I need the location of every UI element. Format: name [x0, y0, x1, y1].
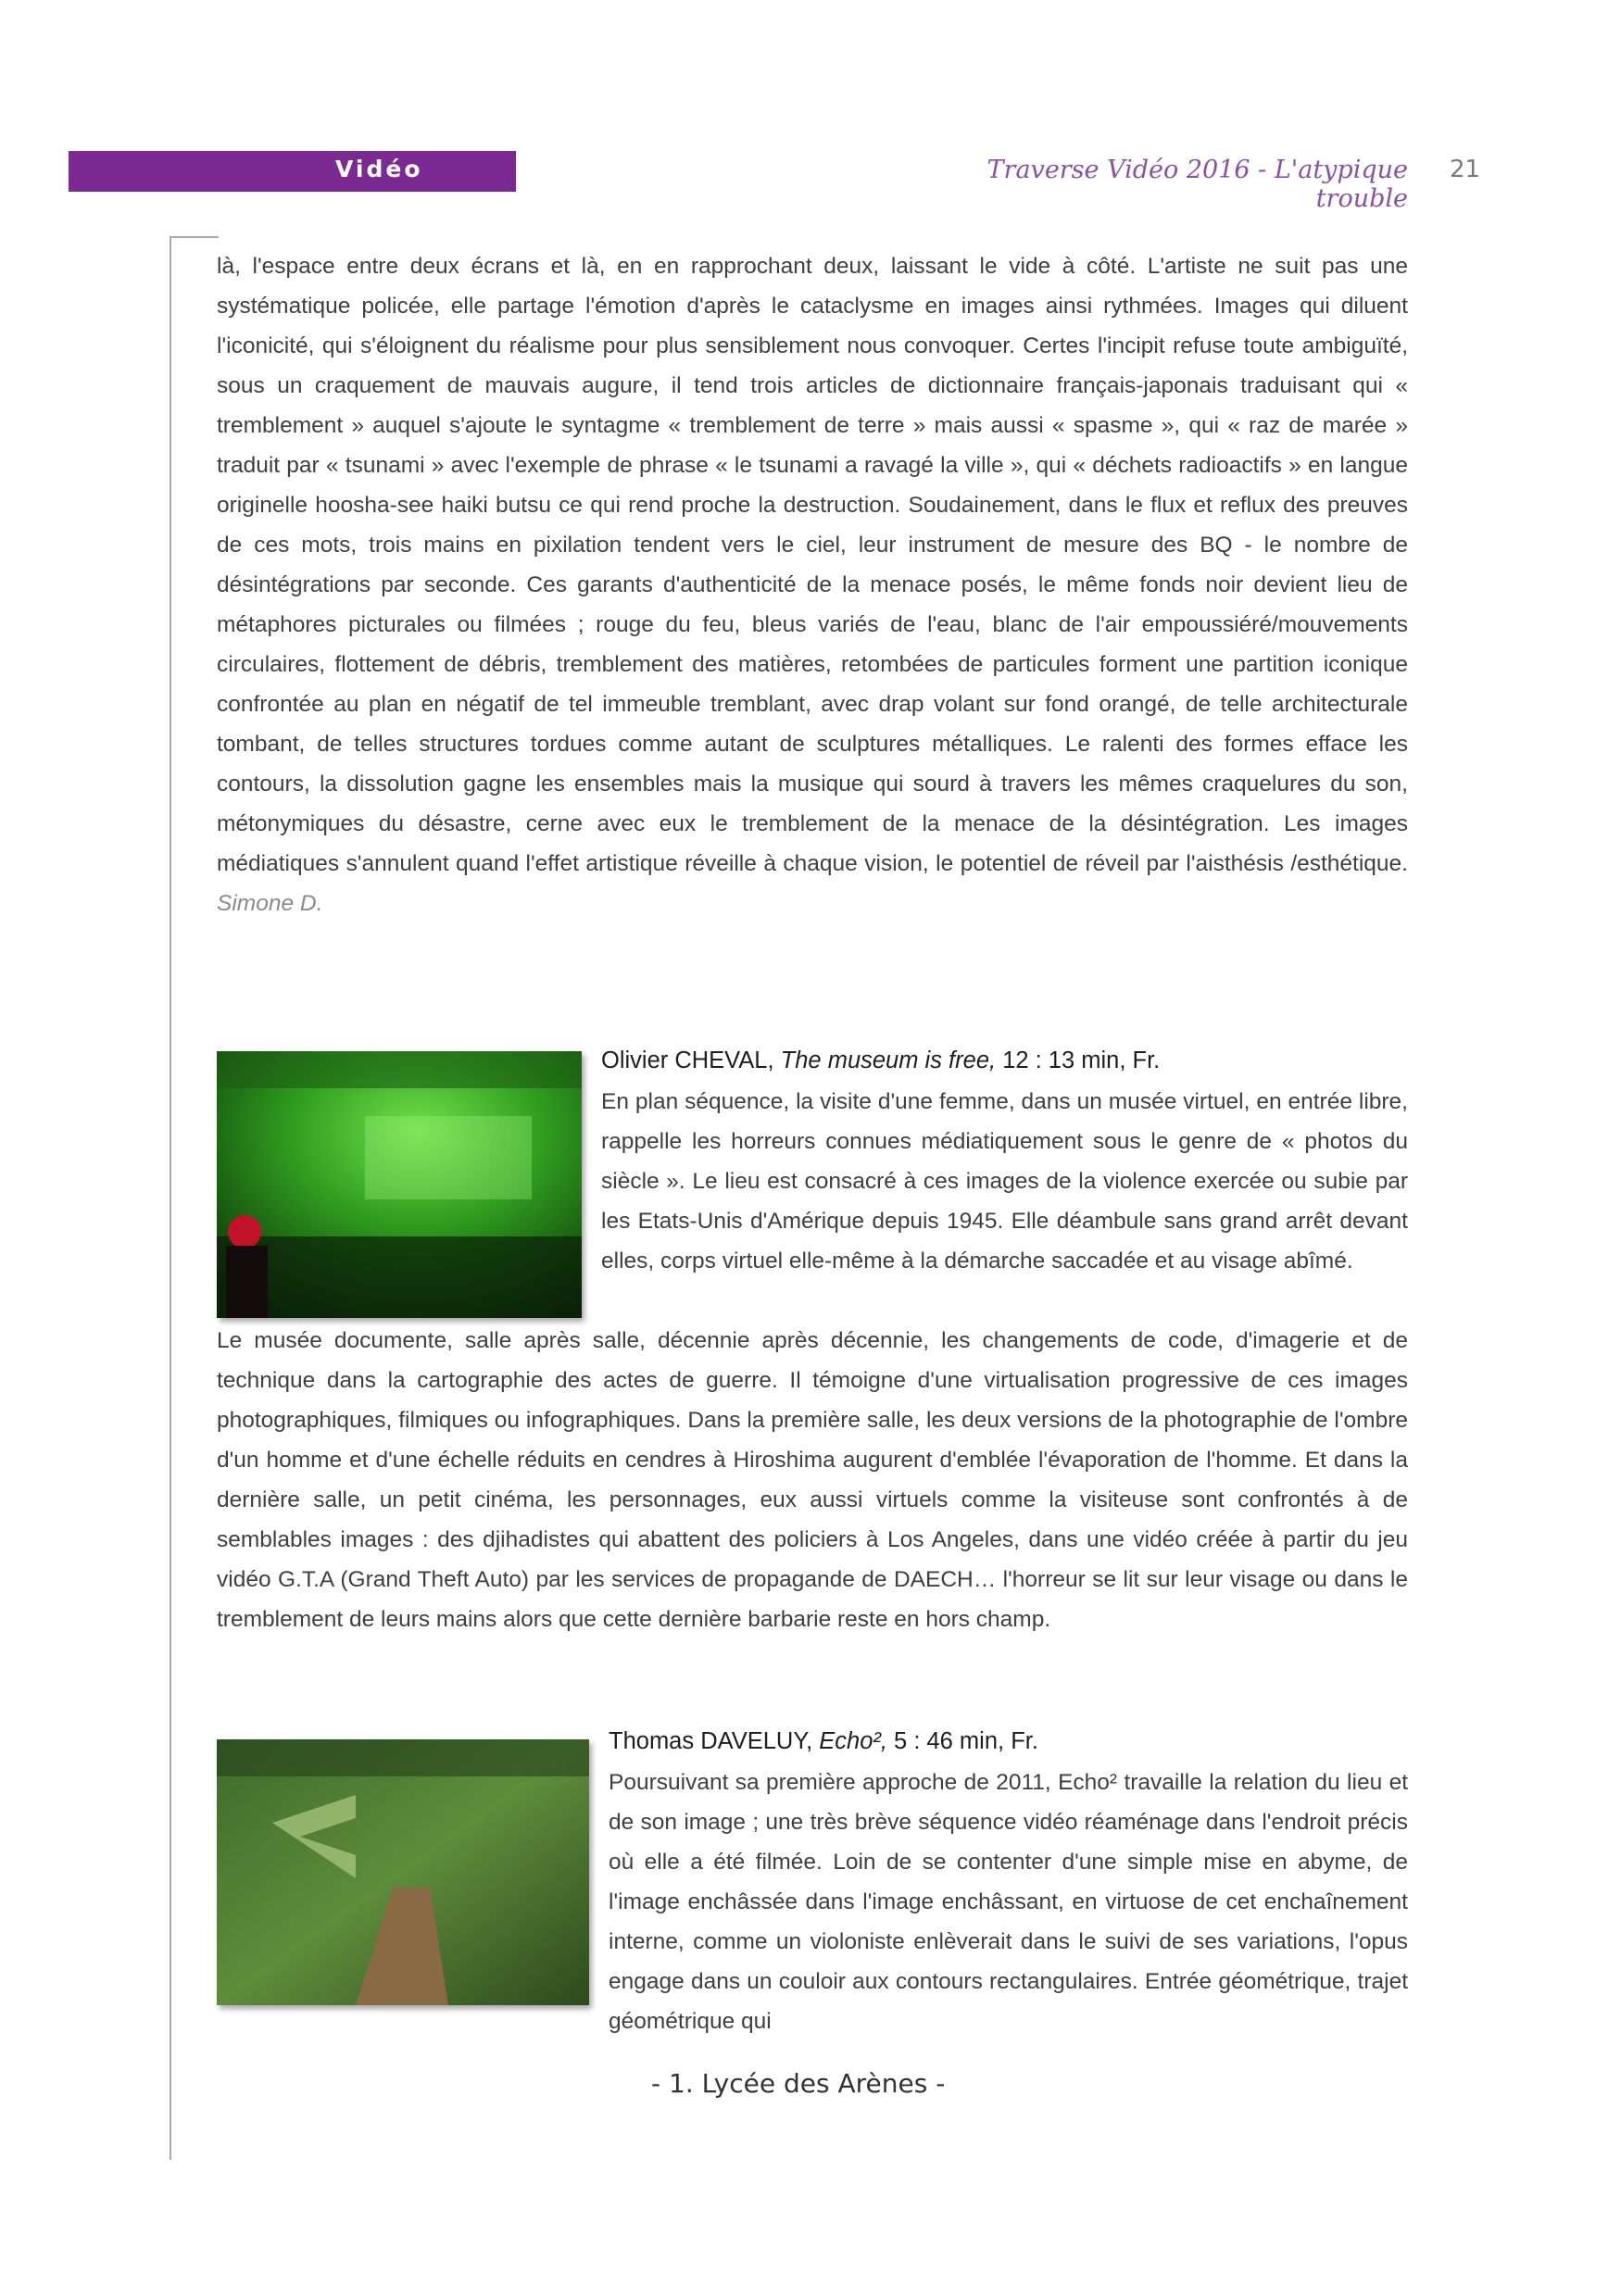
entry-author: Olivier CHEVAL, — [601, 1048, 774, 1073]
entry-title: The museum is free, — [780, 1048, 997, 1073]
author-signature: Simone D. — [217, 891, 323, 916]
running-title: Traverse Vidéo 2016 - L'atypique trouble — [986, 156, 1408, 213]
daveluy-description: Poursuivant sa première approche de 2011, Echo² travaille la relation du lieu et de son image ; une très brève séquence vidéo réaménage dans l'endroit précis où elle a été filmée. Loin de se contenter d'une simple mise en abyme, de l'image enchâssée dans l'image enchâssant, en virtuose de cet enchaînement interne, comme un violoniste enlèverait dans le suivi de ses variations, l'opus engage dans un couloir aux contours rectangulaires. Entrée géométrique, trajet géométrique qui — [609, 1770, 1408, 2034]
museum-still-image — [217, 1051, 582, 1318]
section-label: Vidéo — [335, 156, 423, 182]
echo-still-image — [217, 1739, 589, 2005]
entry-title: Echo², — [819, 1728, 887, 1754]
page-number: 21 — [1450, 156, 1481, 183]
section-bar — [69, 151, 516, 192]
entry-author: Thomas DAVELUY, — [609, 1728, 813, 1754]
echo-film-still — [217, 1739, 589, 2005]
intro-text: là, l'espace entre deux écrans et là, en en rapprochant deux, laissant le vide à côté. L'artiste ne suit pas une systématique policée, elle partage l'émotion d'après le cataclysme en images ainsi rythmées. Images qui diluent l'iconicité, qui s'éloignent du réalisme pour plus sensiblement nous convoquer. Certes l'incipit refuse toute ambiguïté, sous un craquement de mauvais augure, il tend trois articles de dictionnaire français-japonais traduisant qui « tremblement » auquel s'ajoute le syntagme « tremblement de terre » mais aussi « spasme », qui « raz de marée » traduit par « tsunami » avec l'exemple de phrase « le tsunami a ravagé la ville », qui « déchets radioactifs » en langue originelle hoosha-see haiki butsu ce qui rend proche la destruction. Soudainement, dans le flux et reflux des preuves de ces mots, trois mains en pixilation tendent vers le ciel, leur instrument de mesure des BQ - le nombre de désintégrations par seconde. Ces garants d'authenticité de la menace posés, le même fonds noir devient lieu de métaphores picturales ou filmées ; rouge du feu, bleus variés de l'eau, blanc de l'air empoussiéré/mouvements circulaires, flottement de débris, tremblement des matières, retombées de particules forment une partition iconique confrontée au plan en négatif de tel immeuble tremblant, avec drap volant sur fond orangé, de telle architecturale tombant, de telles structures tordues comme autant de sculptures métalliques. Le ralenti des formes efface les contours, la dissolution gagne les ensembles mais la musique qui sourd à travers les mêmes craquelures du son, métonymiques du désastre, cerne avec eux le tremblement de la menace de la désintégration. Les images médiatiques s'annulent quand l'effet artistique réveille à chaque vision, le potentiel de réveil par l'aisthésis /esthétique. — [217, 254, 1408, 876]
entry-meta: 12 : 13 min, Fr. — [1002, 1048, 1161, 1073]
section-heading-footer: - 1. Lycée des Arènes - — [651, 2068, 946, 2099]
museum-film-still — [217, 1051, 582, 1318]
intro-paragraph — [217, 246, 1408, 923]
entry-heading-daveluy — [609, 1728, 1038, 1755]
entry-meta: 5 : 46 min, Fr. — [894, 1728, 1038, 1754]
cheval-description: En plan séquence, la visite d'une femme, dans un musée virtuel, en entrée libre, rappelle les horreurs connues médiatiquement sous le genre de « photos du siècle ». Le lieu est consacré à ces images de la violence exercée ou subie par les Etats-Unis d'Amérique depuis 1945. Elle déambule sans grand arrêt devant elles, corps virtuel elle-même à la démarche saccadée et au visage abîmé. — [601, 1089, 1408, 1273]
margin-rule — [170, 236, 171, 2160]
cheval-body: Le musée documente, salle après salle, décennie après décennie, les changements de code, d'imagerie et de technique dans la cartographie des actes de guerre. Il témoigne d'une virtualisation progressive de ces images photographiques, filmiques ou infographiques. Dans la première salle, les deux versions de la photographie de l'ombre d'un homme et d'une échelle réduits en cendres à Hiroshima augurent d'emblée l'évaporation de l'homme. Et dans la dernière salle, un petit cinéma, les personnages, eux aussi virtuels comme la visiteuse sont confrontés à de semblables images : des djihadistes qui abattent des policiers à Los Angeles, dans une vidéo créée à partir du jeu vidéo G.T.A (Grand Theft Auto) par les services de propagande de DAECH… l'horreur se lit sur leur visage ou dans le tremblement de leurs mains alors que cette dernière barbarie reste en hors champ. — [217, 1328, 1408, 1632]
margin-rule-tick — [170, 236, 219, 238]
entry-heading-cheval — [601, 1048, 1160, 1074]
